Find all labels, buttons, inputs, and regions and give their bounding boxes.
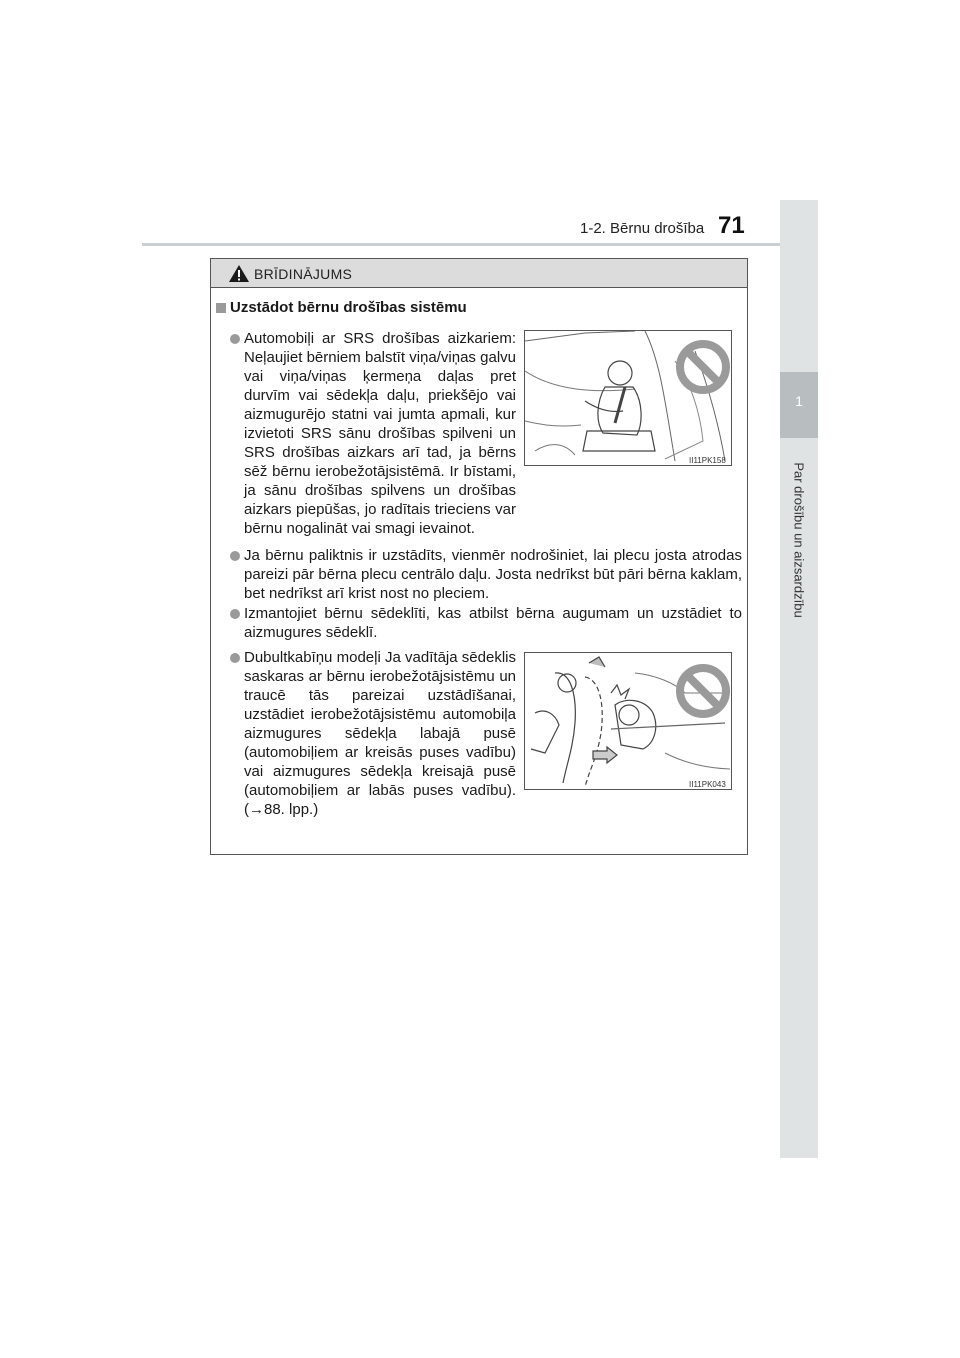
figure-code: II11PK158 bbox=[689, 456, 726, 465]
figure-child-booster-seat bbox=[524, 330, 732, 466]
header-rule bbox=[142, 243, 818, 246]
warning-item-seat-size: Izmantojiet bērnu sēdeklīti, kas atbilst bērna augumam un uzstādiet to aizmugures sēdeklī. bbox=[244, 605, 742, 641]
bullet-icon bbox=[230, 653, 240, 663]
chapter-label: Par drošību un aizsardzību bbox=[791, 462, 807, 618]
warning-item-airbag: Automobiļi ar SRS drošības aizkariem: Neļaujiet bērniem balstīt viņa/viņas galvu vai viņa/viņas ķermeņa daļas pret durvīm vai sēdekļa daļu, priekšējo vai aizmugurējo statni vai jumta apmali, kur izvietoti SRS sānu drošības spilveni un SRS drošības aizkars arī tad, ja bērns sēž bērnu ierobežotājsistēmā. Ir bīstami, ja sānu drošības spilvens un drošības aizkars piepūšas, jo radītais trieciens var bērnu nogalināt vai smagi ievainot. bbox=[244, 330, 516, 537]
prohibition-icon bbox=[675, 339, 731, 395]
warning-subheading: Uzstādot bērnu drošības sistēmu bbox=[230, 299, 467, 316]
page-number: 71 bbox=[718, 212, 745, 239]
prohibition-icon bbox=[675, 663, 731, 719]
warning-item-shoulder-belt: Ja bērnu paliktnis ir uzstādīts, vienmēr nodrošiniet, lai plecu josta atrodas pareizi pār bērna plecu centrālo daļu. Josta nedrīkst būt pāri bērna kaklam, bet nedrīkst arī krist nost no pleciem. bbox=[244, 547, 742, 602]
bullet-icon bbox=[230, 609, 240, 619]
warning-triangle-icon bbox=[228, 264, 250, 283]
section-title: 1-2. Bērnu drošība bbox=[580, 220, 705, 237]
warning-item-double-cab: Dubultkabīņu modeļi Ja vadītāja sēdeklis saskaras ar bērnu ierobežotājsistēmu un traucē tās pareizai uzstādīšanai, uzstādiet ierobežotājsistēmu automobiļa aizmugures sēdekļa labajā pusē (automobiļiem ar kreisās puses vadību) vai aizmugures sēdekļa kreisajā pusē (automobiļiem ar labās puses vadību). (→88. lpp.) bbox=[244, 649, 516, 818]
chapter-number: 1 bbox=[795, 393, 803, 409]
bullet-icon bbox=[230, 551, 240, 561]
side-tab bbox=[780, 200, 818, 1158]
figure-code: II11PK043 bbox=[689, 780, 726, 789]
warning-title: BRĪDINĀJUMS bbox=[254, 266, 353, 282]
square-bullet-icon bbox=[216, 303, 226, 313]
bullet-icon bbox=[230, 334, 240, 344]
figure-driver-seat-conflict bbox=[524, 652, 732, 790]
